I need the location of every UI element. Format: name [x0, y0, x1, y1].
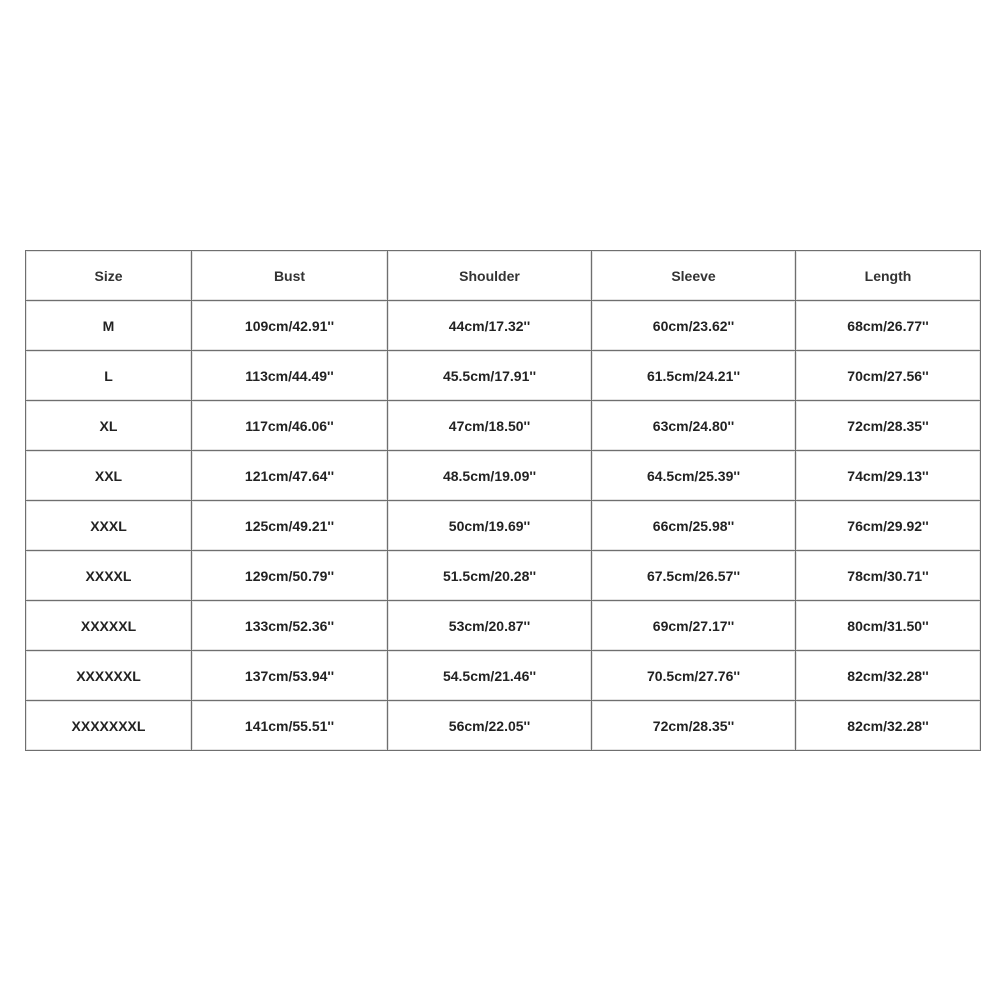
table-row — [26, 301, 981, 351]
cell-size: XXXXXL — [26, 601, 192, 651]
cell-length: 82cm/32.28'' — [796, 701, 981, 751]
table-row — [26, 401, 981, 451]
cell-length: 72cm/28.35'' — [796, 401, 981, 451]
cell-sleeve: 70.5cm/27.76'' — [592, 651, 796, 701]
cell-sleeve: 66cm/25.98'' — [592, 501, 796, 551]
cell-shoulder: 44cm/17.32'' — [388, 301, 592, 351]
cell-shoulder: 48.5cm/19.09'' — [388, 451, 592, 501]
table-row — [26, 501, 981, 551]
cell-size: XXL — [26, 451, 192, 501]
cell-length: 78cm/30.71'' — [796, 551, 981, 601]
cell-bust: 129cm/50.79'' — [192, 551, 388, 601]
table-row — [26, 351, 981, 401]
cell-bust: 121cm/47.64'' — [192, 451, 388, 501]
cell-size: XL — [26, 401, 192, 451]
cell-sleeve: 63cm/24.80'' — [592, 401, 796, 451]
cell-bust: 117cm/46.06'' — [192, 401, 388, 451]
cell-size: XXXXL — [26, 551, 192, 601]
cell-shoulder: 50cm/19.69'' — [388, 501, 592, 551]
cell-shoulder: 54.5cm/21.46'' — [388, 651, 592, 701]
table-row — [26, 551, 981, 601]
header-row — [26, 251, 981, 301]
cell-length: 80cm/31.50'' — [796, 601, 981, 651]
cell-size: L — [26, 351, 192, 401]
cell-bust: 133cm/52.36'' — [192, 601, 388, 651]
table-row — [26, 651, 981, 701]
cell-bust: 109cm/42.91'' — [192, 301, 388, 351]
header-bust: Bust — [192, 251, 388, 301]
cell-bust: 137cm/53.94'' — [192, 651, 388, 701]
cell-size: XXXXXXXL — [26, 701, 192, 751]
header-length: Length — [796, 251, 981, 301]
table-row — [26, 451, 981, 501]
table-row — [26, 601, 981, 651]
cell-sleeve: 60cm/23.62'' — [592, 301, 796, 351]
cell-length: 74cm/29.13'' — [796, 451, 981, 501]
table-row — [26, 701, 981, 751]
size-chart-table — [25, 250, 981, 751]
cell-shoulder: 51.5cm/20.28'' — [388, 551, 592, 601]
cell-sleeve: 64.5cm/25.39'' — [592, 451, 796, 501]
cell-shoulder: 45.5cm/17.91'' — [388, 351, 592, 401]
cell-sleeve: 67.5cm/26.57'' — [592, 551, 796, 601]
cell-length: 76cm/29.92'' — [796, 501, 981, 551]
cell-sleeve: 61.5cm/24.21'' — [592, 351, 796, 401]
header-sleeve: Sleeve — [592, 251, 796, 301]
cell-size: XXXL — [26, 501, 192, 551]
size-chart-body — [26, 251, 981, 751]
cell-sleeve: 69cm/27.17'' — [592, 601, 796, 651]
cell-shoulder: 47cm/18.50'' — [388, 401, 592, 451]
cell-sleeve: 72cm/28.35'' — [592, 701, 796, 751]
cell-size: XXXXXXL — [26, 651, 192, 701]
cell-bust: 141cm/55.51'' — [192, 701, 388, 751]
cell-bust: 113cm/44.49'' — [192, 351, 388, 401]
header-shoulder: Shoulder — [388, 251, 592, 301]
cell-bust: 125cm/49.21'' — [192, 501, 388, 551]
cell-shoulder: 53cm/20.87'' — [388, 601, 592, 651]
cell-length: 70cm/27.56'' — [796, 351, 981, 401]
cell-length: 82cm/32.28'' — [796, 651, 981, 701]
cell-shoulder: 56cm/22.05'' — [388, 701, 592, 751]
cell-length: 68cm/26.77'' — [796, 301, 981, 351]
cell-size: M — [26, 301, 192, 351]
header-size: Size — [26, 251, 192, 301]
